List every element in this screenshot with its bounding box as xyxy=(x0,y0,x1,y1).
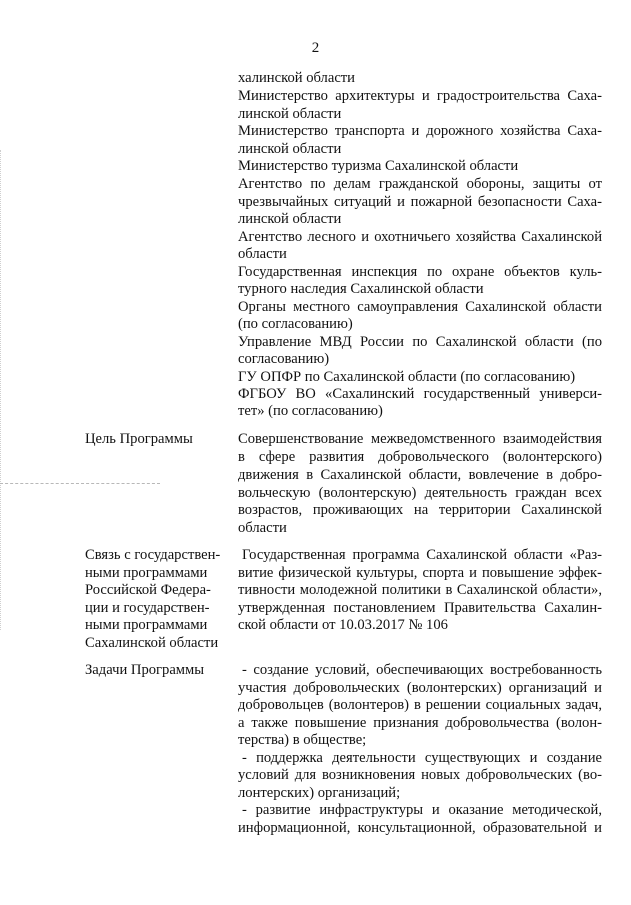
goal-line: вольческую (волонтерскую) деятельность граждан всех xyxy=(238,485,602,501)
link-line: витие физической культуры, спорта и повышение эффек- xyxy=(238,565,602,581)
goal-line: движения в Сахалинской области, вовлечение в добро- xyxy=(238,467,602,483)
tasks-line: - создание условий, обеспечивающих востребованность xyxy=(242,662,602,678)
link-line: утвержденная постановлением Правительства Сахалин- xyxy=(238,600,602,616)
link-label-line: ными программами xyxy=(85,617,208,633)
tasks-label: Задачи Программы xyxy=(85,662,205,678)
executors-line: турного наследия Сахалинской области xyxy=(238,281,484,297)
executors-line: Министерство архитектуры и градостроительства Саха- xyxy=(238,88,602,104)
executors-line: Агентство по делам гражданской обороны, защиты от xyxy=(238,176,602,192)
link-line: Государственная программа Сахалинской области «Раз- xyxy=(242,547,602,563)
goal-line: Совершенствование межведомственного взаимодействия xyxy=(238,431,602,447)
link-label-line: ции и государствен- xyxy=(85,600,210,616)
goal-label: Цель Программы xyxy=(85,431,193,447)
page-number: 2 xyxy=(311,40,320,56)
link-label-line: Сахалинской области xyxy=(85,635,219,651)
tasks-line: терства) в обществе; xyxy=(238,732,367,748)
executors-line: Государственная инспекция по охране объектов куль- xyxy=(238,264,602,280)
executors-line: ГУ ОПФР по Сахалинской области (по согласованию) xyxy=(238,369,576,385)
executors-line: халинской области xyxy=(238,70,355,86)
tasks-line: информационной, консультационной, образовательной и xyxy=(238,820,602,836)
tasks-line: участия добровольческих (волонтерских) организаций и xyxy=(238,680,602,696)
executors-line: линской области xyxy=(238,141,342,157)
tasks-line: лонтерских) организаций; xyxy=(238,785,401,801)
executors-line: Министерство транспорта и дорожного хозяйства Саха- xyxy=(238,123,602,139)
executors-line: линской области xyxy=(238,106,342,122)
scan-margin-dots xyxy=(0,483,160,484)
tasks-line: а также повышение признания добровольчества (волон- xyxy=(238,715,602,731)
link-line: ской области от 10.03.2017 № 106 xyxy=(238,617,448,633)
goal-line: возрастов, проживающих на территории Сахалинской xyxy=(238,502,602,518)
link-label-line: Российской Федера- xyxy=(85,582,211,598)
executors-line: согласованию) xyxy=(238,351,330,367)
executors-line: Управление МВД России по Сахалинской области (по xyxy=(238,334,602,350)
executors-line: Министерство туризма Сахалинской области xyxy=(238,158,519,174)
goal-line: области xyxy=(238,520,287,536)
executors-line: тет» (по согласованию) xyxy=(238,403,383,419)
executors-line: чрезвычайных ситуаций и пожарной безопасности Саха- xyxy=(238,194,602,210)
tasks-line: условий для возникновения новых добровольческих (во- xyxy=(238,767,602,783)
link-line: тивности молодежной политики в Сахалинской области», xyxy=(238,582,602,598)
tasks-line: - развитие инфраструктуры и оказание методической, xyxy=(242,802,602,818)
executors-line: ФГБОУ ВО «Сахалинский государственный универси- xyxy=(238,386,602,402)
link-label-line: ными программами xyxy=(85,565,208,581)
executors-line: (по согласованию) xyxy=(238,316,353,332)
executors-line: линской области xyxy=(238,211,342,227)
goal-line: в сфере развития добровольческого (волонтерского) xyxy=(238,449,602,465)
scan-edge-mark xyxy=(0,150,4,630)
executors-line: области xyxy=(238,246,287,262)
executors-line: Органы местного самоуправления Сахалинской области xyxy=(238,299,602,315)
executors-line: Агентство лесного и охотничьего хозяйства Сахалинской xyxy=(238,229,602,245)
tasks-line: - поддержка деятельности существующих и создание xyxy=(242,750,602,766)
tasks-line: добровольцев (волонтеров) в решении социальных задач, xyxy=(238,697,602,713)
link-label-line: Связь с государствен- xyxy=(85,547,221,563)
